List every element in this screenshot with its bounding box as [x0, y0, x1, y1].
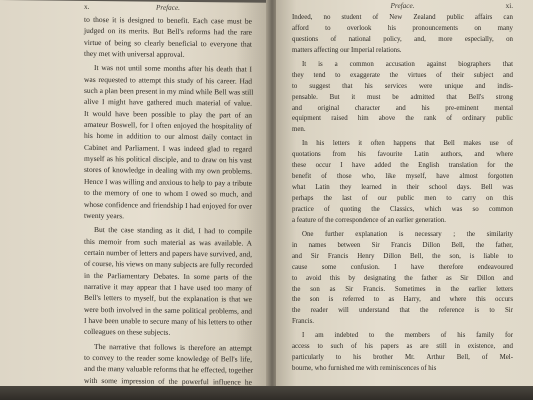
paragraph — [292, 139, 513, 227]
text-line: the son is referred to as Harry, and where this occurs — [292, 296, 513, 304]
text-line: access to such of his papers as are still in existence, and — [292, 343, 513, 351]
text-line: I am indebted to the members of his family for — [302, 332, 513, 340]
text-line: matters affecting our Imperial relations. — [292, 46, 402, 54]
page-bottom-shadow — [0, 386, 533, 400]
text-line: quotations from his favourite Latin authors, and where — [292, 151, 513, 159]
text-line: It would have been possible to play the part of an — [84, 108, 252, 120]
text-line: in names between Sir Francis Dillon Bell, the father, — [292, 241, 513, 249]
text-line: cause some confusion. I have therefore endeavoured — [292, 263, 513, 271]
text-line: the reader will understand that the reference is to Sir — [292, 307, 513, 315]
text-line: But the case standing as it did, I had to compile — [94, 225, 252, 236]
text-line: bourne, who furnished me with reminiscences of his — [292, 365, 437, 373]
text-line: myself as his political disciple, and to draw on his vast — [84, 154, 252, 165]
text-line: In his letters it often happens that Bell makes use of — [302, 140, 513, 148]
text-line: equipment raised him above the rank of ordinary public — [292, 115, 513, 123]
text-line: Hence I was willing and anxious to help to pay a tribute — [84, 176, 252, 188]
text-line: a feature of the correspondence of an earlier generation. — [292, 216, 446, 224]
text-line: amateur Boswell, for I often enjoyed the hospitality of — [84, 119, 252, 131]
text-line: alive I might have gathered much material of value. — [84, 97, 252, 109]
text-line: questions of national policy, and, more especially, on — [292, 35, 513, 43]
text-line: men. — [292, 126, 306, 134]
text-line: what Latin they learned in their school days. Bell was — [292, 184, 513, 192]
text-line: to avoid this by designating the father as Sir Dillon and — [292, 274, 513, 282]
text-line: to the memory of one to whom I owed so much, and — [84, 188, 252, 199]
text-line: and the many valuable reforms that he effected, together — [84, 364, 254, 375]
text-line: they tend to exaggerate the virtues of their subject and — [292, 71, 513, 79]
left-page-header — [84, 3, 252, 16]
text-line: perhaps the last of our public men to carry on this — [292, 195, 513, 202]
text-line: The narrative that follows is therefore an attempt — [94, 341, 252, 353]
paragraph — [292, 331, 513, 375]
text-line: of course, his views on many subjects are fully recorded — [84, 259, 253, 270]
text-line: colleagues on these subjects. — [84, 327, 171, 338]
text-line: and original character and his pre-eminent mental — [292, 104, 513, 112]
text-line: judged on its merits. But Bell's reforms had the rare — [84, 26, 252, 37]
right-page — [276, 0, 533, 392]
text-line: to those it is designed to benefit. Each case must be — [84, 14, 252, 26]
text-line: particularly to his brother Mr. Arthur Bell, of Mel- — [292, 354, 513, 362]
text-line: virtue of being so clearly beneficial to everyone that — [84, 37, 252, 49]
right-page-number: xi. — [505, 2, 513, 10]
text-line: Indeed, no student of New Zealand public affairs can — [292, 14, 513, 21]
text-line: stores of knowledge in dealing with my own problems. — [84, 165, 252, 177]
text-line: was requested to attempt this study of his career. Had — [84, 74, 252, 86]
text-line: such a plan been present in my mind while Bell was still — [84, 85, 254, 97]
left-page-number: x. — [84, 2, 90, 11]
paragraph — [292, 13, 513, 57]
paragraph — [292, 60, 513, 137]
text-line: twenty years. — [84, 210, 124, 221]
left-page — [0, 0, 268, 395]
text-line: Francis. — [292, 318, 315, 326]
text-line: Bell's letters to myself, but the explanation is that we — [84, 293, 252, 304]
right-page-body — [292, 13, 513, 375]
paragraph — [84, 62, 252, 223]
left-page-body — [84, 14, 252, 395]
text-line: the son as Sir Francis. Sometimes in the earlier letters — [292, 285, 513, 293]
text-line: certain number of letters and papers have survived, and, — [84, 247, 252, 259]
text-line: One further explanation is necessary ; the similarity — [302, 230, 513, 238]
paragraph — [84, 224, 252, 339]
text-line: with some impression of the powerful influence he — [84, 375, 252, 387]
right-page-header — [292, 2, 513, 13]
text-line: they met with universal approval. — [84, 48, 185, 59]
left-running-head: Preface. — [156, 3, 180, 12]
text-line: his home in addition to our almost daily contact in — [84, 131, 252, 143]
text-line: I have been unable to secure many of his letters to other — [84, 315, 252, 327]
text-line: these occur I have added the English translation for the — [292, 162, 513, 170]
text-line: to suggest that his services were unique and indis- — [292, 82, 513, 90]
text-line: in the Parliamentary Debates. In some parts of the — [84, 270, 252, 282]
paragraph — [84, 14, 252, 61]
text-line: pensable. But it must be admitted that Bell's strong — [292, 93, 513, 101]
text-line: practice of quoting the Classics, which was so common — [292, 205, 513, 213]
text-line: and Sir Francis Henry Dillon Bell, the son, is liable to — [292, 252, 513, 260]
text-line: whose confidence and friendship I had enjoyed for over — [84, 199, 252, 211]
text-line: to convey to the reader some knowledge of Bell's life, — [84, 352, 252, 364]
paragraph — [292, 230, 513, 328]
text-line: narrative it may appear that I have used too many of — [84, 281, 252, 293]
text-line: It was not until some months after his death that I — [94, 63, 252, 75]
text-line: Cabinet and Parliament. I was indeed glad to regard — [84, 142, 252, 154]
text-line: were both involved in the same political problems, and — [84, 304, 252, 316]
text-line: this memoir from such material as was available. A — [84, 236, 252, 248]
right-running-head: Preface. — [390, 2, 415, 10]
text-line: It is a common accusation against biographers that — [302, 60, 513, 68]
text-line: afford to overlook his pronouncements on many — [292, 24, 513, 32]
text-line: benefit of those who, like myself, have almost forgotten — [292, 173, 513, 181]
